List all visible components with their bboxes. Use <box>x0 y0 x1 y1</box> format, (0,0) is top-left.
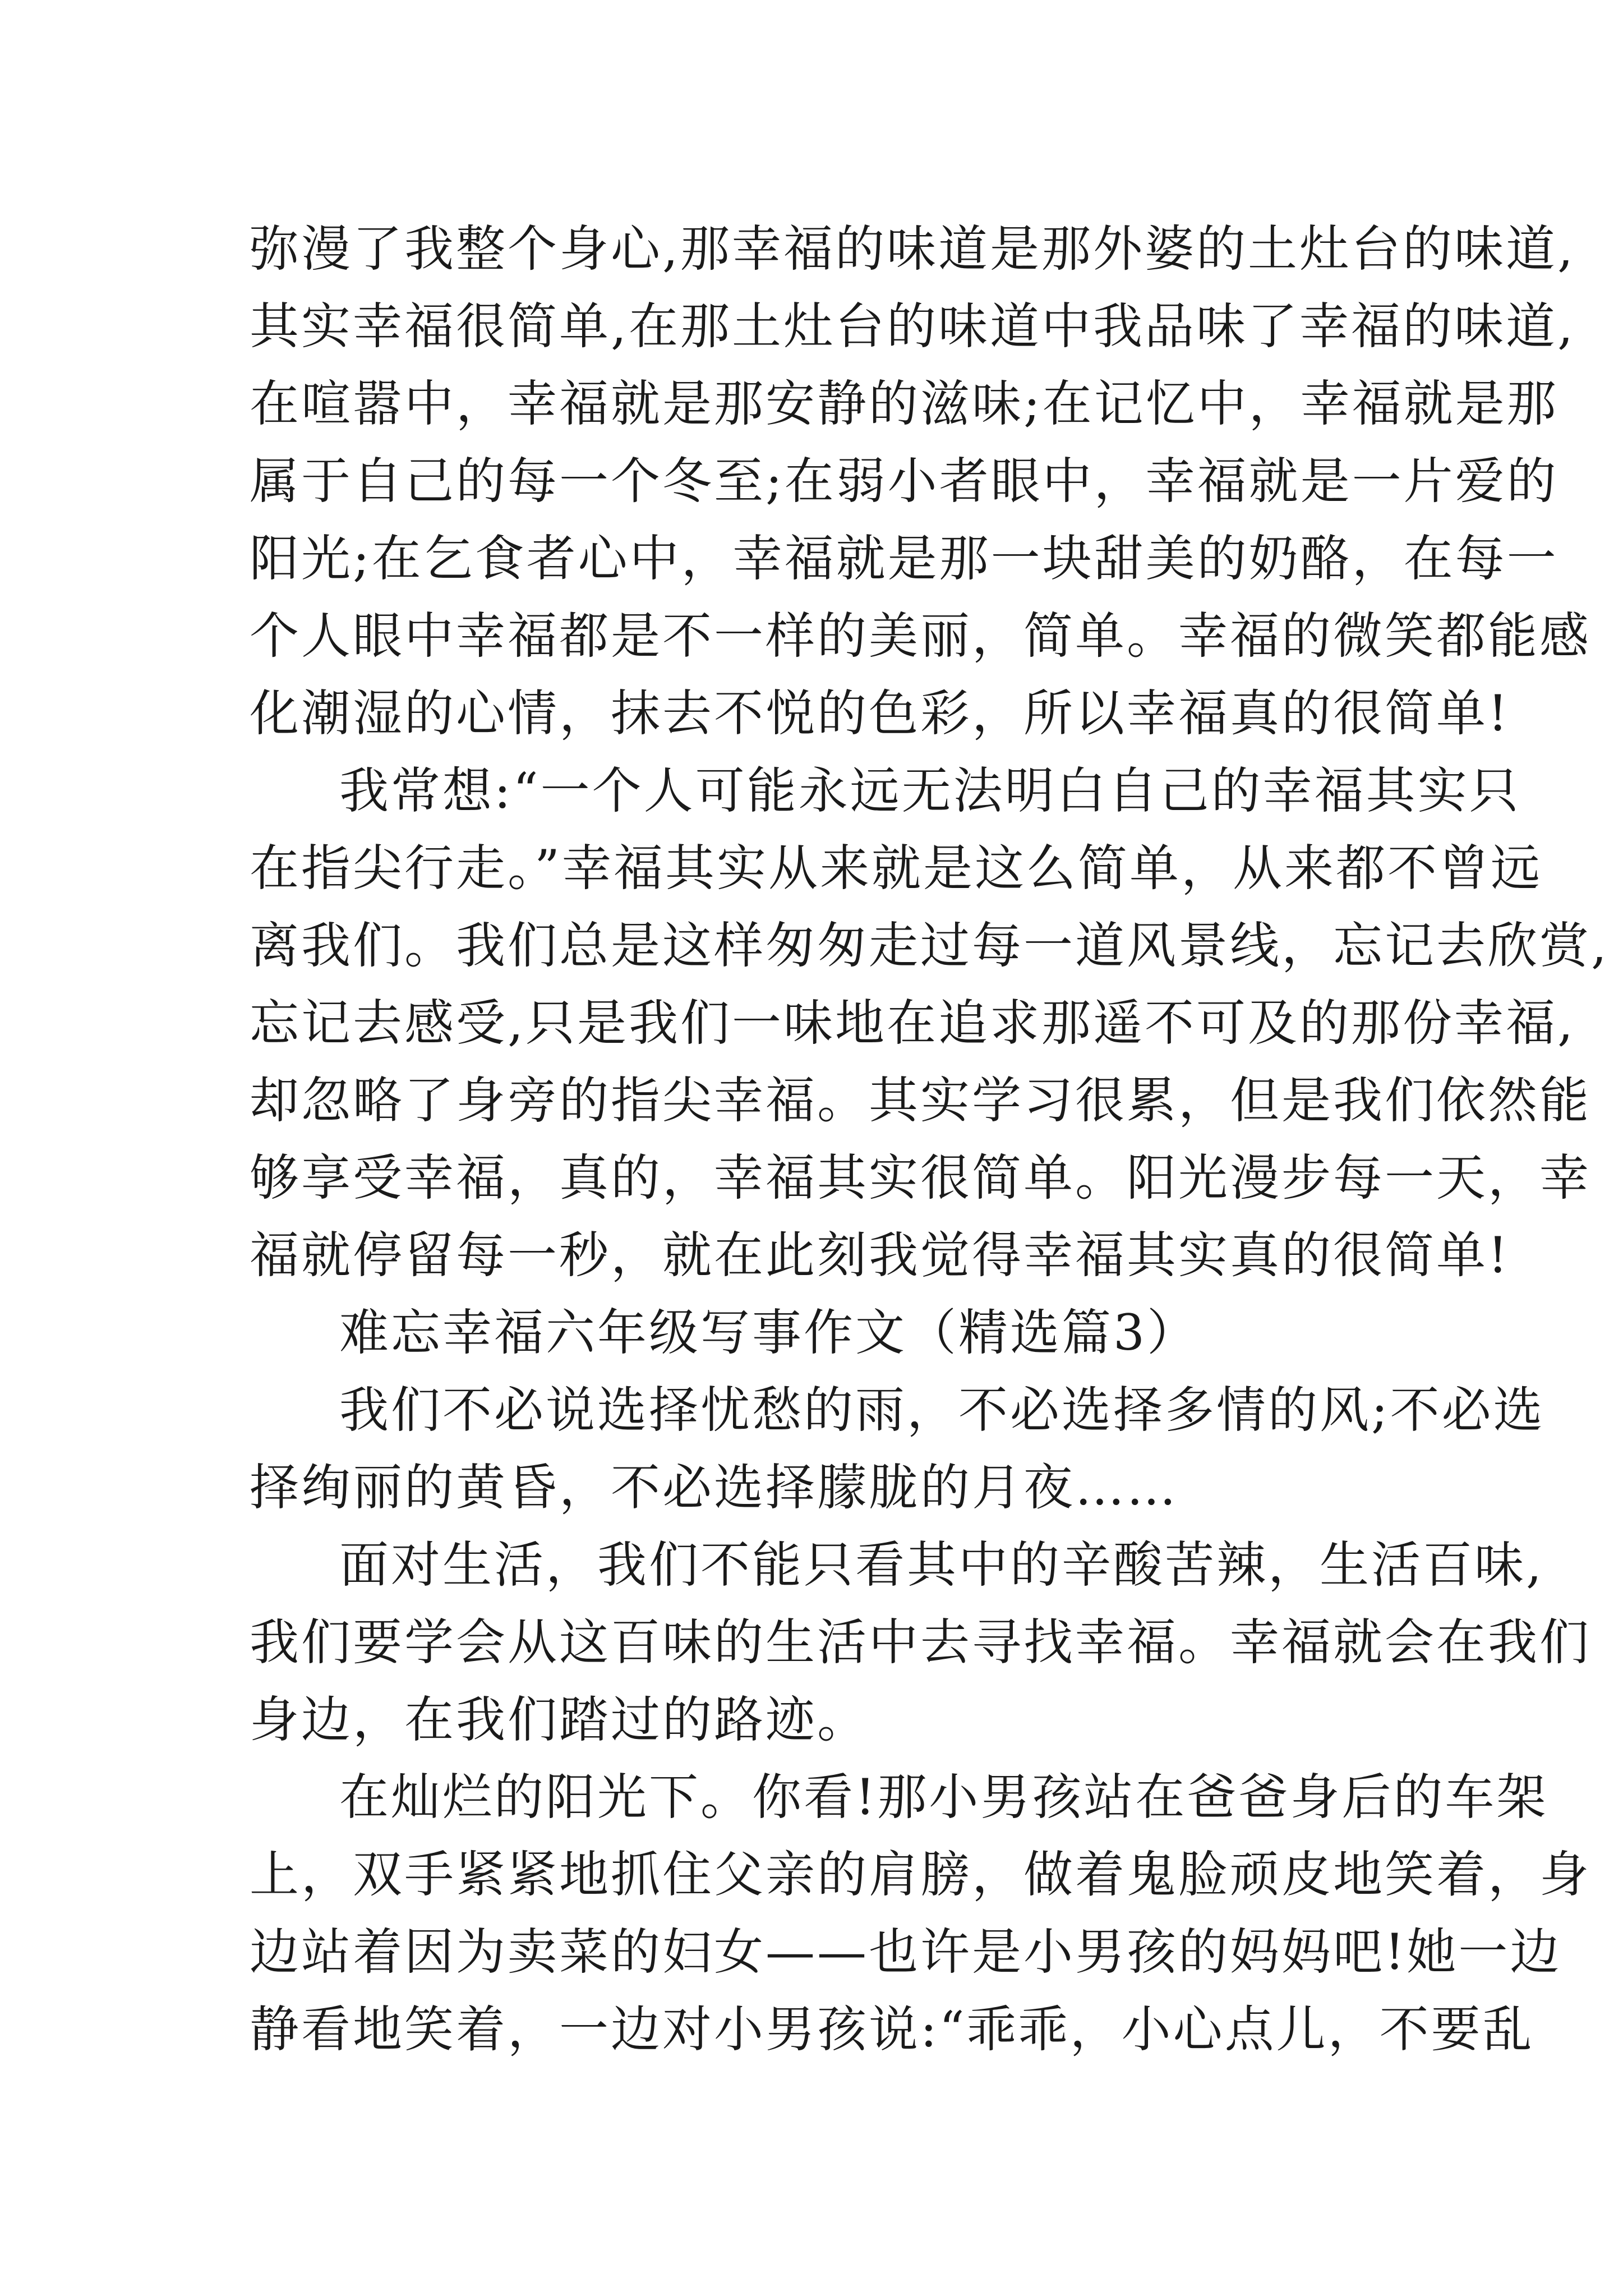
text-line-1: 弥漫了我整个身心,那幸福的味道是那外婆的土灶台的味道, <box>250 220 1575 278</box>
text-line-21: 在灿烂的阳光下。你看!那小男孩站在爸爸身后的车架 <box>339 1768 1548 1826</box>
text-line-7: 化潮湿的心情，抹去不悦的色彩，所以幸福真的很简单! <box>250 684 1510 742</box>
text-line-23: 边站着因为卖菜的妇女——也许是小男孩的妈妈吧!她一边 <box>250 1923 1562 1981</box>
text-line-3: 在喧嚣中，幸福就是那安静的滋味;在记忆中，幸福就是那 <box>250 375 1559 432</box>
text-line-18: 面对生活，我们不能只看其中的辛酸苦辣，生活百味, <box>339 1536 1544 1594</box>
text-line-16: 我们不必说选择忧愁的雨，不必选择多情的风;不必选 <box>339 1381 1545 1439</box>
section-heading: 难忘幸福六年级写事作文（精选篇3） <box>339 1304 1198 1361</box>
text-line-2: 其实幸福很简单,在那土灶台的味道中我品味了幸福的味道, <box>250 297 1575 355</box>
text-line-4: 属于自己的每一个冬至;在弱小者眼中，幸福就是一片爱的 <box>250 452 1559 510</box>
text-line-12: 却忽略了身旁的指尖幸福。其实学习很累，但是我们依然能 <box>250 1071 1592 1129</box>
text-line-8: 我常想:“一个人可能永远无法明白自己的幸福其实只 <box>339 762 1521 820</box>
text-line-24: 静看地笑着，一边对小男孩说:“乖乖，小心点儿，不要乱 <box>250 2000 1534 2058</box>
text-line-22: 上，双手紧紧地抓住父亲的肩膀，做着鬼脸顽皮地笑着，身 <box>250 1846 1592 1903</box>
text-line-19: 我们要学会从这百味的生活中去寻找幸福。幸福就会在我们 <box>250 1613 1592 1671</box>
text-line-14: 福就停留每一秒，就在此刻我觉得幸福其实真的很简单! <box>250 1226 1510 1284</box>
text-line-17: 择绚丽的黄昏，不必选择朦胧的月夜…… <box>250 1458 1179 1516</box>
text-line-20: 身边，在我们踏过的路迹。 <box>250 1691 869 1749</box>
text-line-5: 阳光;在乞食者心中，幸福就是那一块甜美的奶酪，在每一 <box>250 530 1559 587</box>
document-body <box>250 210 1609 2068</box>
text-line-11: 忘记去感受,只是我们一味地在追求那遥不可及的那份幸福, <box>250 994 1575 1052</box>
text-line-9: 在指尖行走。”幸福其实从来就是这么简单，从来都不曾远 <box>250 839 1542 897</box>
text-line-10: 离我们。我们总是这样匆匆走过每一道风景线，忘记去欣赏, <box>250 917 1609 974</box>
text-line-13: 够享受幸福，真的，幸福其实很简单。阳光漫步每一天，幸 <box>250 1149 1592 1207</box>
text-line-6: 个人眼中幸福都是不一样的美丽，简单。幸福的微笑都能感 <box>250 607 1592 665</box>
